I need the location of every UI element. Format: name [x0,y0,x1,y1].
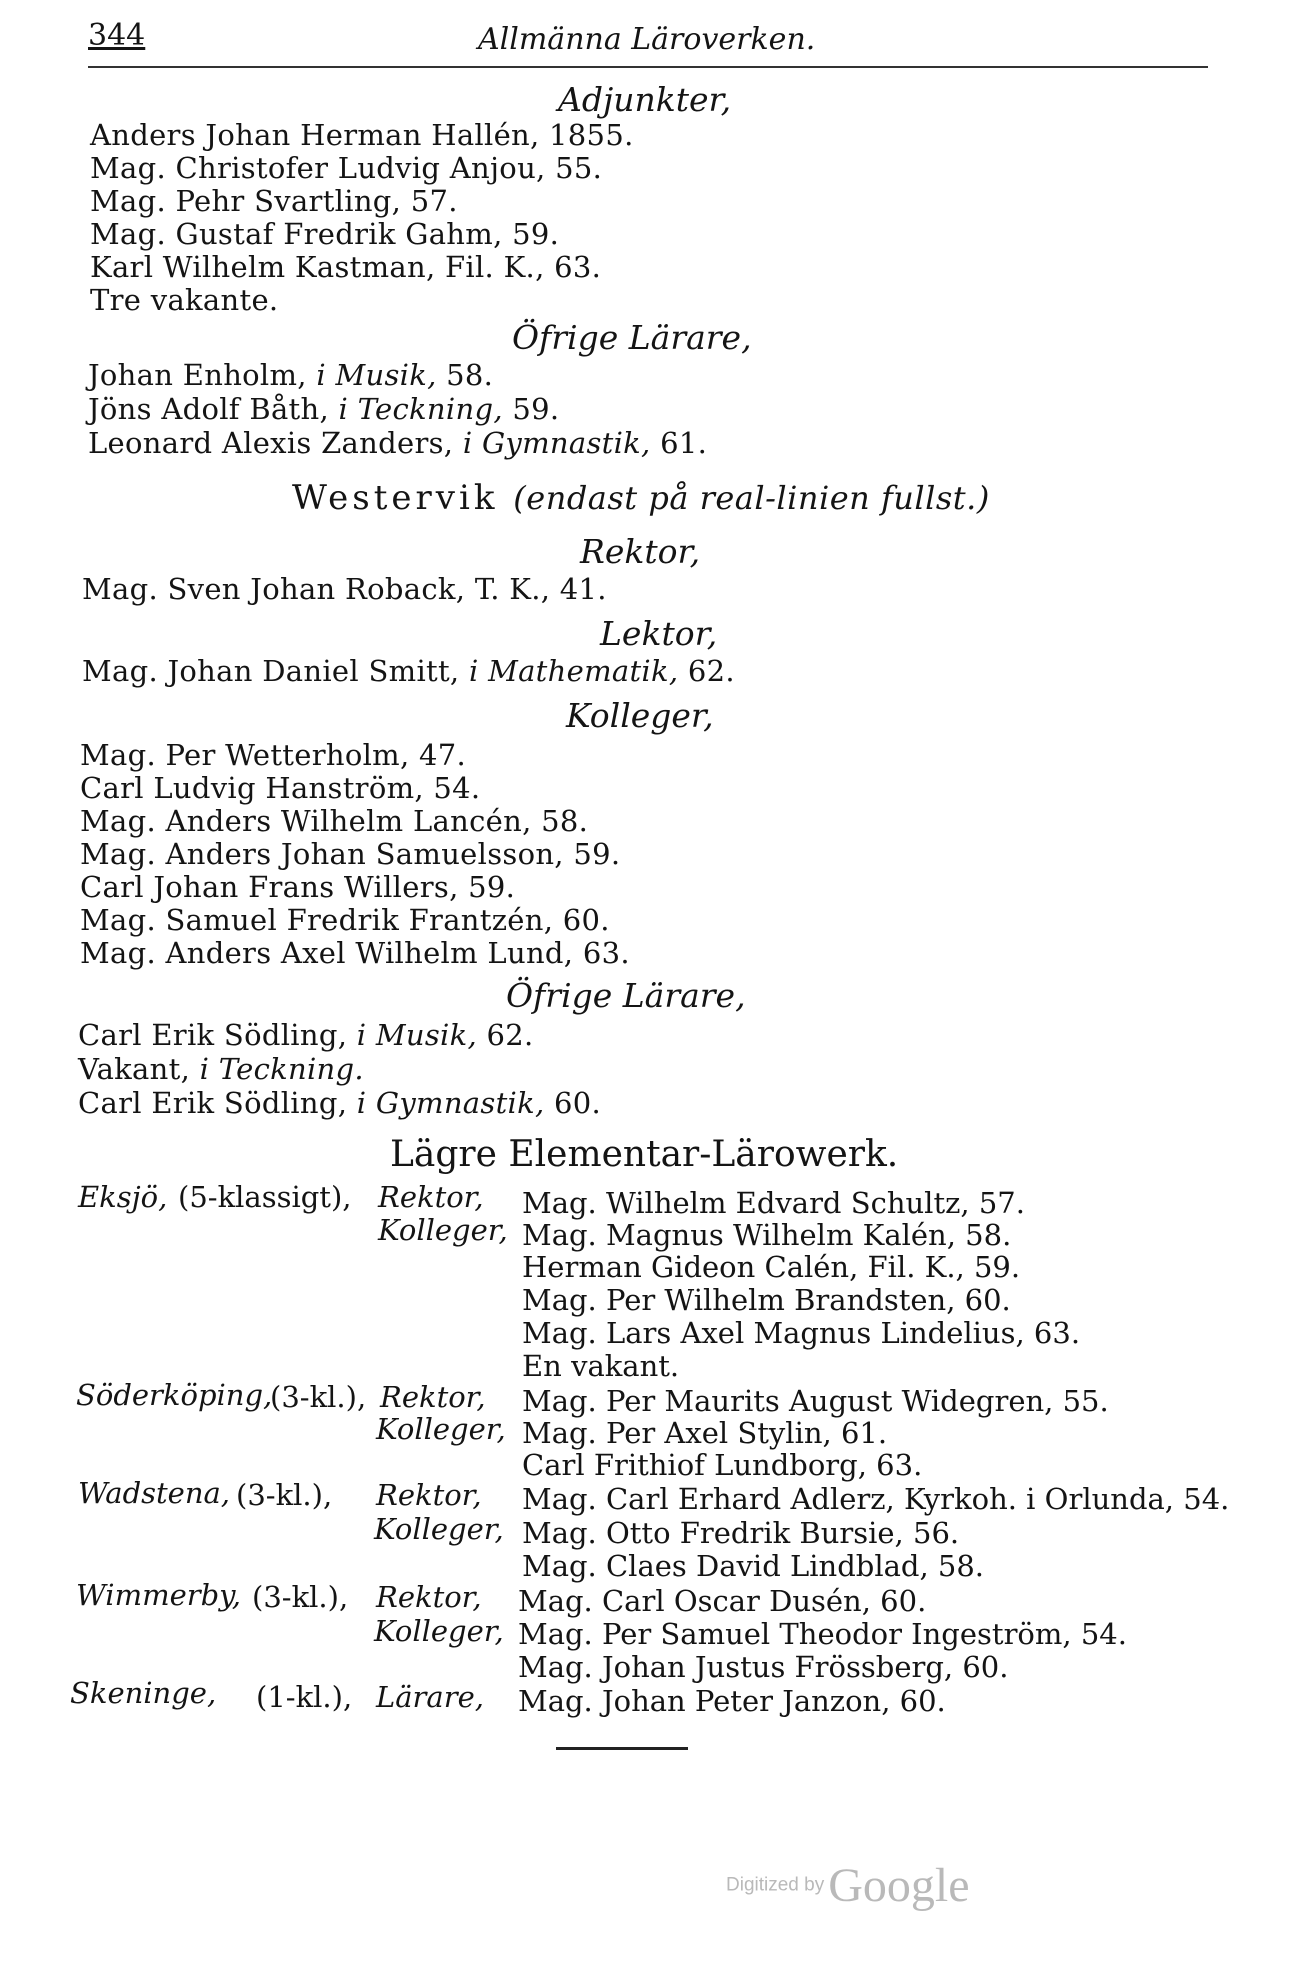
lagre-heading: Lägre Elementar-Lärowerk. [390,1134,899,1175]
adjunkt-line: Mag. Pehr Svartling, 57. [90,184,458,218]
kollega-line: Carl Ludvig Hanström, 54. [80,771,481,805]
place-cell: Wadstena, [78,1476,231,1510]
class-cell: (5-klassigt), [178,1180,352,1214]
kollega-line: Mag. Samuel Fredrik Frantzén, 60. [80,903,610,937]
kollega-line: Mag. Anders Johan Samuelsson, 59. [80,837,621,871]
lektor-heading: Lektor, [600,614,718,653]
adjunkt-line: Mag. Christofer Ludvig Anjou, 55. [90,151,603,185]
google-logo: Google [828,1859,970,1912]
entry-cell: Mag. Magnus Wilhelm Kalén, 58. [522,1218,1012,1252]
rektor-line: Mag. Sven Johan Roback, T. K., 41. [82,572,607,606]
place-cell: Eksjö, [78,1180,168,1214]
role-cell: Kolleger, [376,1412,506,1446]
entry-cell: Herman Gideon Calén, Fil. K., 59. [522,1250,1021,1284]
adjunkter-heading: Adjunkter, [558,80,732,119]
westervik-heading: Westervik (endast på real-linien fullst.) [292,478,990,518]
role-cell: Rektor, [376,1580,482,1614]
entry-cell: Mag. Claes David Lindblad, 58. [522,1549,985,1583]
role-cell: Kolleger, [374,1614,504,1648]
ofrige-larare-heading: Öfrige Lärare, [512,318,752,357]
role-cell: Lärare, [376,1680,484,1714]
kollega-line: Mag. Anders Axel Wilhelm Lund, 63. [80,936,630,970]
ofrige-line: Carl Erik Södling, i Musik, 62. [78,1018,534,1052]
entry-cell: Carl Frithiof Lundborg, 63. [522,1448,923,1482]
adjunkt-line: Karl Wilhelm Kastman, Fil. K., 63. [90,250,602,284]
kolleger-heading: Kolleger, [566,696,714,735]
place-cell: Söderköping, [76,1378,273,1412]
ofrige-line: Carl Erik Södling, i Gymnastik, 60. [78,1086,602,1120]
class-cell: (3-kl.), [270,1380,367,1414]
adjunkt-line: Anders Johan Herman Hallén, 1855. [90,118,634,152]
entry-cell: Mag. Per Axel Stylin, 61. [522,1416,888,1450]
entry-cell: Mag. Johan Peter Janzon, 60. [518,1684,946,1718]
role-cell: Rektor, [380,1380,486,1414]
watermark-small-text: Digitized by [726,1874,825,1896]
role-cell: Rektor, [376,1478,482,1512]
adjunkt-line: Mag. Gustaf Fredrik Gahm, 59. [90,217,560,251]
end-rule [556,1747,688,1750]
entry-cell: Mag. Otto Fredrik Bursie, 56. [522,1516,960,1550]
kollega-line: Mag. Per Wetterholm, 47. [80,738,467,772]
entry-cell: Mag. Wilhelm Edvard Schultz, 57. [522,1186,1025,1220]
header-rule [88,66,1208,68]
ofrige-line: Johan Enholm, i Musik, 58. [88,358,494,392]
ofrige-line: Leonard Alexis Zanders, i Gymnastik, 61. [88,426,708,460]
adjunkt-line: Tre vakante. [90,283,279,317]
kollega-line: Carl Johan Frans Willers, 59. [80,870,516,904]
entry-cell: Mag. Per Wilhelm Brandsten, 60. [522,1283,1011,1317]
role-cell: Kolleger, [378,1213,508,1247]
class-cell: (3-kl.), [252,1580,349,1614]
entry-cell: Mag. Per Maurits August Widegren, 55. [522,1384,1109,1418]
entry-cell: Mag. Per Samuel Theodor Ingeström, 54. [518,1617,1127,1651]
entry-cell: Mag. Carl Oscar Dusén, 60. [518,1584,927,1618]
ofrige-line: Jöns Adolf Båth, i Teckning, 59. [88,392,560,426]
entry-cell: Mag. Johan Justus Frössberg, 60. [518,1650,1009,1684]
place-cell: Skeninge, [70,1676,217,1710]
role-cell: Rektor, [378,1180,484,1214]
class-cell: (1-kl.), [256,1680,353,1714]
place-cell: Wimmerby, [76,1578,241,1612]
running-title: Allmänna Läroverken. [478,22,816,57]
rektor-heading: Rektor, [580,532,701,571]
entry-cell: Mag. Carl Erhard Adlerz, Kyrkoh. i Orlunda, 54. [522,1482,1230,1516]
google-watermark [726,1858,970,1913]
kollega-line: Mag. Anders Wilhelm Lancén, 58. [80,804,589,838]
entry-cell: En vakant. [522,1349,680,1383]
ofrige-line: Vakant, i Teckning. [78,1052,364,1086]
entry-cell: Mag. Lars Axel Magnus Lindelius, 63. [522,1316,1081,1350]
ofrige-larare-heading: Öfrige Lärare, [506,976,746,1015]
class-cell: (3-kl.), [236,1478,333,1512]
lektor-line: Mag. Johan Daniel Smitt, i Mathematik, 62. [82,654,735,688]
role-cell: Kolleger, [374,1512,504,1546]
page-number: 344 [88,18,146,53]
